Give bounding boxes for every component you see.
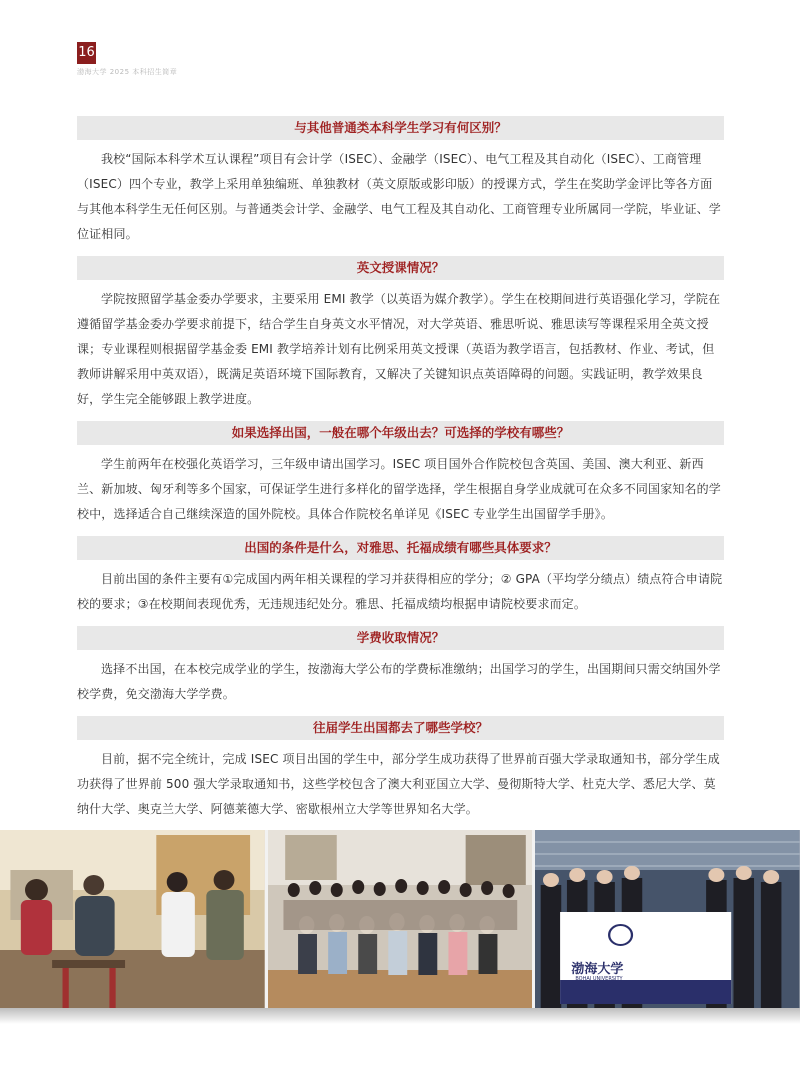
faq-section (77, 116, 724, 247)
section-answer: 学生前两年在校强化英语学习，三年级申请出国学习。ISEC 项目国外合作院校包含英国、美国、澳大利亚、新西兰、新加坡、匈牙利等多个国家，可保证学生进行多样化的留学选择，学生根据自身学业成就可在众多不同国家知名的学校中，选择适合自己继续深造的国外院校。具体合作院校名单详见《ISEC 专业学生出国留学手册》。 (77, 457, 721, 521)
section-answer: 我校“国际本科学术互认课程”项目有会计学（ISEC）、金融学（ISEC）、电气工程及其自动化（ISEC）、工商管理（ISEC）四个专业，教学上采用单独编班、单独教材（英文原版或影印版）的授课方式，学生在奖助学金评比等各方面与其他本科学生无任何区别。与普通类会计学、金融学、电气工程及其自动化、工商管理专业所属同一学院，毕业证、学位证相同。 (77, 152, 721, 241)
section-answer: 目前，据不完全统计，完成 ISEC 项目出国的学生中，部分学生成功获得了世界前百强大学录取通知书，部分学生成功获得了世界前 500 强大学录取通知书，这些学校包含了澳大利亚国立大学、曼彻斯特大学、杜克大学、悉尼大学、莫纳什大学、奥克兰大学、阿德莱德大学、密歇根州立大学等世界知名大学。 (77, 752, 720, 816)
section-answer: 学院按照留学基金委办学要求，主要采用 EMI 教学（以英语为媒介教学）。学生在校期间进行英语强化学习，学院在遵循留学基金委办学要求前提下，结合学生自身英文水平情况，对大学英语、雅思听说、雅思读写等课程采用全英文授课；专业课程则根据留学基金委 EMI 教学培养计划有比例采用英文授课（英语为教学语言，包括教材、作业、考试，但教师讲解采用中英双语），既满足英语环境下国际教育，又解决了关键知识点英语障碍的问题。实践证明，教学效果良好，学生完全能够跟上教学进度。 (77, 292, 721, 406)
faq-content (77, 116, 724, 831)
classroom-photo (0, 830, 265, 1008)
faq-section (77, 256, 724, 412)
ceremony-photo (535, 830, 800, 1008)
faq-section (77, 536, 724, 617)
photo-strip-shadow (0, 1008, 800, 1024)
section-question: 与其他普通类本科学生学习有何区别？ (77, 116, 724, 140)
faq-section (77, 716, 724, 822)
section-question: 如果选择出国，一般在哪个年级出去？可选择的学校有哪些？ (77, 421, 724, 445)
section-question: 往届学生出国都去了哪些学校？ (77, 716, 724, 740)
photo-strip (0, 830, 800, 1008)
section-question: 出国的条件是什么，对雅思、托福成绩有哪些具体要求？ (77, 536, 724, 560)
page-number: 16 (77, 42, 96, 64)
faq-section (77, 626, 724, 707)
group-photo (268, 830, 533, 1008)
banner-text: 渤海大学 (571, 962, 624, 977)
banner-subtext: BOHAI UNIVERSITY (575, 976, 623, 982)
section-question: 学费收取情况？ (77, 626, 724, 650)
section-question: 英文授课情况？ (77, 256, 724, 280)
section-answer: 目前出国的条件主要有①完成国内两年相关课程的学习并获得相应的学分；② GPA（平均学分绩点）绩点符合申请院校的要求；③在校期间表现优秀，无违规违纪处分。雅思、托福成绩均根据申请院校要求而定。 (77, 572, 723, 611)
header-subtitle: 渤海大学 2025 本科招生简章 (77, 68, 178, 76)
section-answer: 选择不出国，在本校完成学业的学生，按渤海大学公布的学费标准缴纳；出国学习的学生，出国期间只需交纳国外学校学费，免交渤海大学学费。 (77, 662, 721, 701)
faq-section (77, 421, 724, 527)
